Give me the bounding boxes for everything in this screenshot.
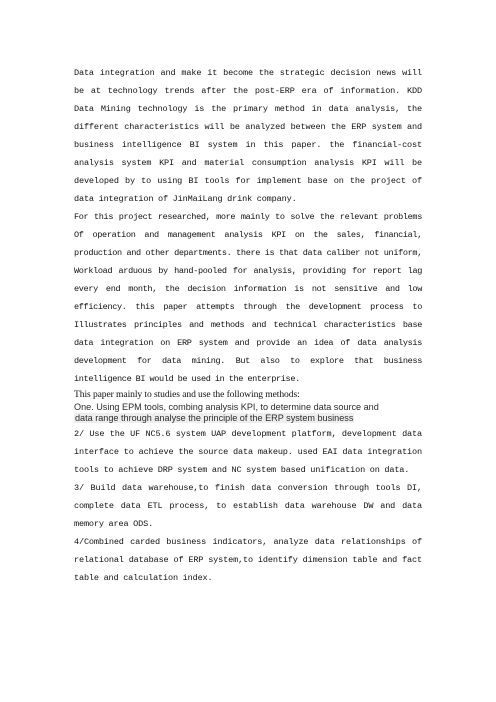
method-item-1-line-2: data range through analyse the principle of the ERP system business bbox=[75, 412, 354, 423]
method-item-2: 2/ Use the UF NC5.6 system UAP development platform, development data interface to achieve the source data makeup. used EAI data integration tools to achieve DRP system and NC system based unification on data. bbox=[74, 429, 422, 475]
abstract-paragraph-2: For this project researched, more mainly to solve the relevant problems Of operation and management analysis KPI on the sales, financial, production and other departments. there is that data caliber not uniform, Workload arduous by hand-pooled for analysis, providing for report lag every end month, the decision information is not sensitive and low efficiency. this paper attempts through the development process to Illustrates principles and methods and technical characteristics base data integration on ERP system and provide an idea of data analysis development for data mining. But also to explore that business intelligence BI would be used in the enterprise. bbox=[74, 212, 422, 384]
document-page bbox=[74, 64, 422, 587]
methods-heading: This paper mainly to studies and use the following methods: bbox=[74, 389, 300, 400]
method-item-1 bbox=[74, 402, 422, 423]
method-item-1-line-1: One. Using EPM tools, combing analysis KPI, to determine data source and bbox=[74, 402, 379, 412]
method-item-3: 3/ Build data warehouse,to finish data conversion through tools DI, complete data ETL process, to establish data warehouse DW and data memory area ODS. bbox=[74, 483, 422, 529]
method-item-4: 4/Combined carded business indicators, analyze data relationships of relational database of ERP system,to identify dimension table and fact table and calculation index. bbox=[74, 537, 422, 583]
abstract-paragraph-1: Data integration and make it become the strategic decision news will be at technology trends after the post-ERP era of information. KDD Data Mining technology is the primary method in data analysis, the different characteristics will be analyzed between the ERP system and business intelligence BI system in this paper. the financial-cost analysis system KPI and material consumption analysis KPI will be developed by to using BI tools for implement base on the project of data integration of JinMaiLang drink company. bbox=[74, 68, 422, 204]
